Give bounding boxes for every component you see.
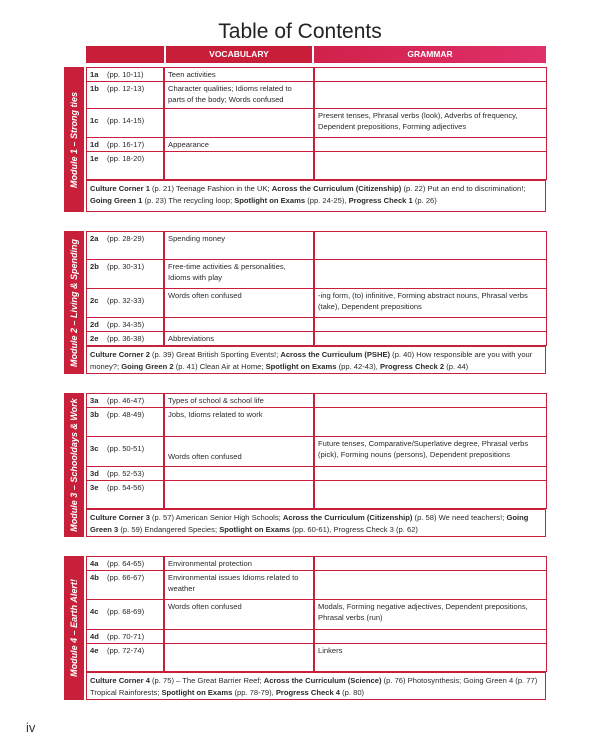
- unit-cell: [86, 466, 164, 481]
- unit-pages: (pp. 28-29): [107, 234, 145, 243]
- vocabulary-cell: [164, 629, 314, 644]
- table-row: [86, 599, 546, 629]
- unit-cell: [86, 393, 164, 408]
- table-row: [86, 317, 546, 331]
- unit-cell: [86, 436, 164, 467]
- vocabulary-cell: Words often confused: [164, 599, 314, 630]
- module-block: [64, 231, 546, 374]
- module-label: Module 4 – Earth Alert!: [69, 579, 79, 677]
- module-label-bar: [64, 393, 84, 537]
- table-row: [86, 331, 546, 345]
- grammar-cell: [314, 151, 547, 180]
- vocabulary-cell: [164, 643, 314, 672]
- footer-text: (p. 22) Put an end to discrimination!;: [401, 184, 526, 193]
- grammar-cell: [314, 393, 547, 408]
- grammar-cell: [314, 259, 547, 289]
- footer-text: (pp. 60-61), Progress Check 3 (p. 62): [290, 525, 418, 534]
- table-row: [86, 288, 546, 317]
- table-row: [86, 556, 546, 570]
- footer-section-title: Culture Corner 1: [90, 184, 150, 193]
- table-row: [86, 570, 546, 599]
- unit-code: 3d: [90, 469, 99, 478]
- unit-pages: (pp. 34-35): [107, 320, 145, 329]
- unit-pages: (pp. 36-38): [107, 334, 145, 343]
- vocabulary-cell: Abbreviations: [164, 331, 314, 346]
- unit-pages: (pp. 70-71): [107, 632, 145, 641]
- unit-code: 4c: [90, 607, 99, 616]
- table-row: [86, 81, 546, 108]
- module-footer: [86, 180, 546, 212]
- vocabulary-cell: Free-time activities & personalities, Idioms with play: [164, 259, 314, 289]
- module-block: [64, 67, 546, 212]
- unit-cell: [86, 317, 164, 332]
- grammar-cell: Linkers: [314, 643, 547, 672]
- unit-pages: (pp. 48-49): [107, 410, 145, 419]
- unit-cell: [86, 67, 164, 82]
- unit-cell: [86, 259, 164, 289]
- unit-cell: [86, 231, 164, 260]
- footer-section-title: Culture Corner 4: [90, 676, 150, 685]
- vocabulary-cell: Environmental issues Idioms related to weather: [164, 570, 314, 600]
- unit-code: 1e: [90, 154, 99, 163]
- unit-cell: [86, 407, 164, 437]
- vocabulary-cell: Appearance: [164, 137, 314, 152]
- module-label-bar: [64, 231, 84, 374]
- grammar-cell: [314, 556, 547, 571]
- grammar-cell: Present tenses, Phrasal verbs (look), Adverbs of frequency, Dependent prepositions, Forming adjectives: [314, 108, 547, 138]
- table-row: [86, 393, 546, 407]
- footer-text: (p. 80): [340, 688, 365, 697]
- unit-code: 2a: [90, 234, 99, 243]
- footer-text: (p. 58) We need teachers!;: [412, 513, 507, 522]
- unit-code: 4a: [90, 559, 99, 568]
- grammar-cell: [314, 137, 547, 152]
- footer-section-title: Going Green 1: [90, 196, 143, 205]
- vocabulary-cell: Teen activities: [164, 67, 314, 82]
- footer-section-title: Progress Check 4: [275, 688, 341, 697]
- unit-pages: (pp. 72-74): [107, 646, 145, 655]
- header-vocabulary: VOCABULARY: [166, 46, 312, 63]
- table-row: [86, 151, 546, 179]
- unit-code: 1d: [90, 140, 99, 149]
- unit-cell: [86, 288, 164, 318]
- vocabulary-cell: Spending money: [164, 231, 314, 260]
- unit-cell: [86, 331, 164, 346]
- unit-code: 4b: [90, 573, 99, 582]
- table-row: [86, 67, 546, 81]
- table-row: [86, 643, 546, 671]
- unit-pages: (pp. 14-15): [107, 116, 145, 125]
- unit-pages: (pp. 30-31): [107, 262, 145, 271]
- footer-text: (p. 21) Teenage Fashion in the UK;: [149, 184, 272, 193]
- vocabulary-cell: Words often confused: [164, 436, 314, 467]
- footer-text: (p. 75) – The Great Barrier Reef;: [149, 676, 264, 685]
- unit-cell: [86, 108, 164, 138]
- unit-pages: (pp. 12-13): [107, 84, 145, 93]
- unit-code: 2b: [90, 262, 99, 271]
- unit-pages: (pp. 66-67): [107, 573, 145, 582]
- footer-section-title: Across the Curriculum (Citizenship): [282, 513, 413, 522]
- unit-cell: [86, 137, 164, 152]
- footer-section-title: Across the Curriculum (Science): [263, 676, 382, 685]
- unit-code: 1c: [90, 116, 99, 125]
- unit-code: 2c: [90, 296, 99, 305]
- unit-pages: (pp. 50-51): [107, 444, 145, 453]
- table-row: [86, 407, 546, 436]
- footer-text: (pp. 42-43),: [336, 362, 380, 371]
- vocabulary-cell: [164, 317, 314, 332]
- unit-code: 4d: [90, 632, 99, 641]
- page-number: iv: [26, 720, 36, 735]
- footer-text: (p. 23) The recycling loop;: [142, 196, 235, 205]
- footer-text: (p. 39) Great British Sporting Events!;: [149, 350, 281, 359]
- unit-pages: (pp. 46-47): [107, 396, 145, 405]
- unit-code: 1a: [90, 70, 99, 79]
- grammar-cell: [314, 570, 547, 600]
- unit-pages: (pp. 68-69): [107, 607, 145, 616]
- module-block: [64, 556, 546, 700]
- footer-text: (p. 59) Endangered Species;: [118, 525, 220, 534]
- unit-cell: [86, 599, 164, 630]
- unit-pages: (pp. 18-20): [107, 154, 145, 163]
- footer-text: (p. 44): [444, 362, 469, 371]
- module-label: Module 3 – Schooldays & Work: [69, 398, 79, 532]
- table-row: [86, 137, 546, 151]
- grammar-cell: Future tenses, Comparative/Superlative degree, Phrasal verbs (pick), Forming nouns (persons), Dependent prepositions: [314, 436, 547, 467]
- table-row: [86, 466, 546, 480]
- grammar-cell: [314, 67, 547, 82]
- page-title: Table of Contents: [218, 20, 382, 43]
- table-row: [86, 480, 546, 508]
- footer-text: (p. 41) Clean Air at Home;: [173, 362, 266, 371]
- grammar-cell: [314, 629, 547, 644]
- unit-cell: [86, 151, 164, 180]
- module-footer: [86, 672, 546, 700]
- footer-section-title: Going Green 3: [90, 513, 529, 534]
- table-row: [86, 436, 546, 466]
- grammar-cell: [314, 317, 547, 332]
- grammar-cell: [314, 231, 547, 260]
- module-footer: [86, 346, 546, 374]
- table-row: [86, 108, 546, 137]
- vocabulary-cell: [164, 151, 314, 180]
- grammar-cell: [314, 81, 547, 109]
- unit-code: 3b: [90, 410, 99, 419]
- unit-code: 1b: [90, 84, 99, 93]
- unit-cell: [86, 556, 164, 571]
- vocabulary-cell: [164, 480, 314, 509]
- grammar-cell: [314, 480, 547, 509]
- footer-section-title: Progress Check 1: [348, 196, 413, 205]
- vocabulary-cell: Types of school & school life: [164, 393, 314, 408]
- module-label-bar: [64, 67, 84, 212]
- unit-code: 2e: [90, 334, 99, 343]
- unit-code: 3c: [90, 444, 99, 453]
- unit-code: 3e: [90, 483, 99, 492]
- unit-cell: [86, 629, 164, 644]
- unit-pages: (pp. 54-56): [107, 483, 145, 492]
- footer-text: (p. 26): [412, 196, 437, 205]
- unit-cell: [86, 81, 164, 109]
- vocabulary-cell: Character qualities; Idioms related to parts of the body; Words confused: [164, 81, 314, 109]
- grammar-cell: [314, 331, 547, 346]
- grammar-cell: [314, 466, 547, 481]
- footer-section-title: Spotlight on Exams: [234, 196, 306, 205]
- unit-pages: (pp. 64-65): [107, 559, 145, 568]
- table-row: [86, 231, 546, 259]
- unit-code: 2d: [90, 320, 99, 329]
- unit-cell: [86, 570, 164, 600]
- grammar-cell: Modals, Forming negative adjectives, Dependent prepositions, Phrasal verbs (run): [314, 599, 547, 630]
- unit-pages: (pp. 52-53): [107, 469, 145, 478]
- footer-section-title: Across the Curriculum (PSHE): [280, 350, 391, 359]
- footer-section-title: Culture Corner 3: [90, 513, 150, 522]
- footer-section-title: Spotlight on Exams: [265, 362, 337, 371]
- footer-section-title: Across the Curriculum (Citizenship): [271, 184, 402, 193]
- table-row: [86, 259, 546, 288]
- unit-code: 3a: [90, 396, 99, 405]
- grammar-cell: -ing form, (to) infinitive, Forming abstract nouns, Phrasal verbs (take), Dependent prepositions: [314, 288, 547, 318]
- module-label: Module 1 – Strong ties: [69, 91, 79, 188]
- footer-text: (pp. 24-25),: [305, 196, 349, 205]
- unit-pages: (pp. 16-17): [107, 140, 145, 149]
- footer-text: (p. 76) Photosynthesis; Going Green 4 (p. 77) Tropical Rainforests;: [90, 676, 538, 697]
- module-label: Module 2 – Living & Spending: [69, 238, 79, 367]
- module-footer: [86, 509, 546, 537]
- footer-section-title: Progress Check 2: [379, 362, 445, 371]
- vocabulary-cell: [164, 466, 314, 481]
- unit-cell: [86, 643, 164, 672]
- vocabulary-cell: Jobs, Idioms related to work: [164, 407, 314, 437]
- footer-text: (p. 40) How responsible are you with your money?;: [90, 350, 533, 371]
- vocabulary-cell: [164, 108, 314, 138]
- footer-section-title: Spotlight on Exams: [161, 688, 233, 697]
- module-block: [64, 393, 546, 537]
- header-grammar: GRAMMAR: [314, 46, 546, 63]
- footer-text: (p. 57) American Senior High Schools;: [149, 513, 283, 522]
- unit-code: 4e: [90, 646, 99, 655]
- unit-cell: [86, 480, 164, 509]
- table-row: [86, 629, 546, 643]
- unit-pages: (pp. 10-11): [107, 70, 144, 79]
- vocabulary-cell: Environmental protection: [164, 556, 314, 571]
- unit-pages: (pp. 32-33): [107, 296, 145, 305]
- grammar-cell: [314, 407, 547, 437]
- footer-section-title: Going Green 2: [121, 362, 174, 371]
- vocabulary-cell: Words often confused: [164, 288, 314, 318]
- footer-section-title: Spotlight on Exams: [219, 525, 291, 534]
- footer-text: (pp. 78-79),: [232, 688, 276, 697]
- header-blank: [86, 46, 164, 63]
- module-label-bar: [64, 556, 84, 700]
- footer-section-title: Culture Corner 2: [90, 350, 150, 359]
